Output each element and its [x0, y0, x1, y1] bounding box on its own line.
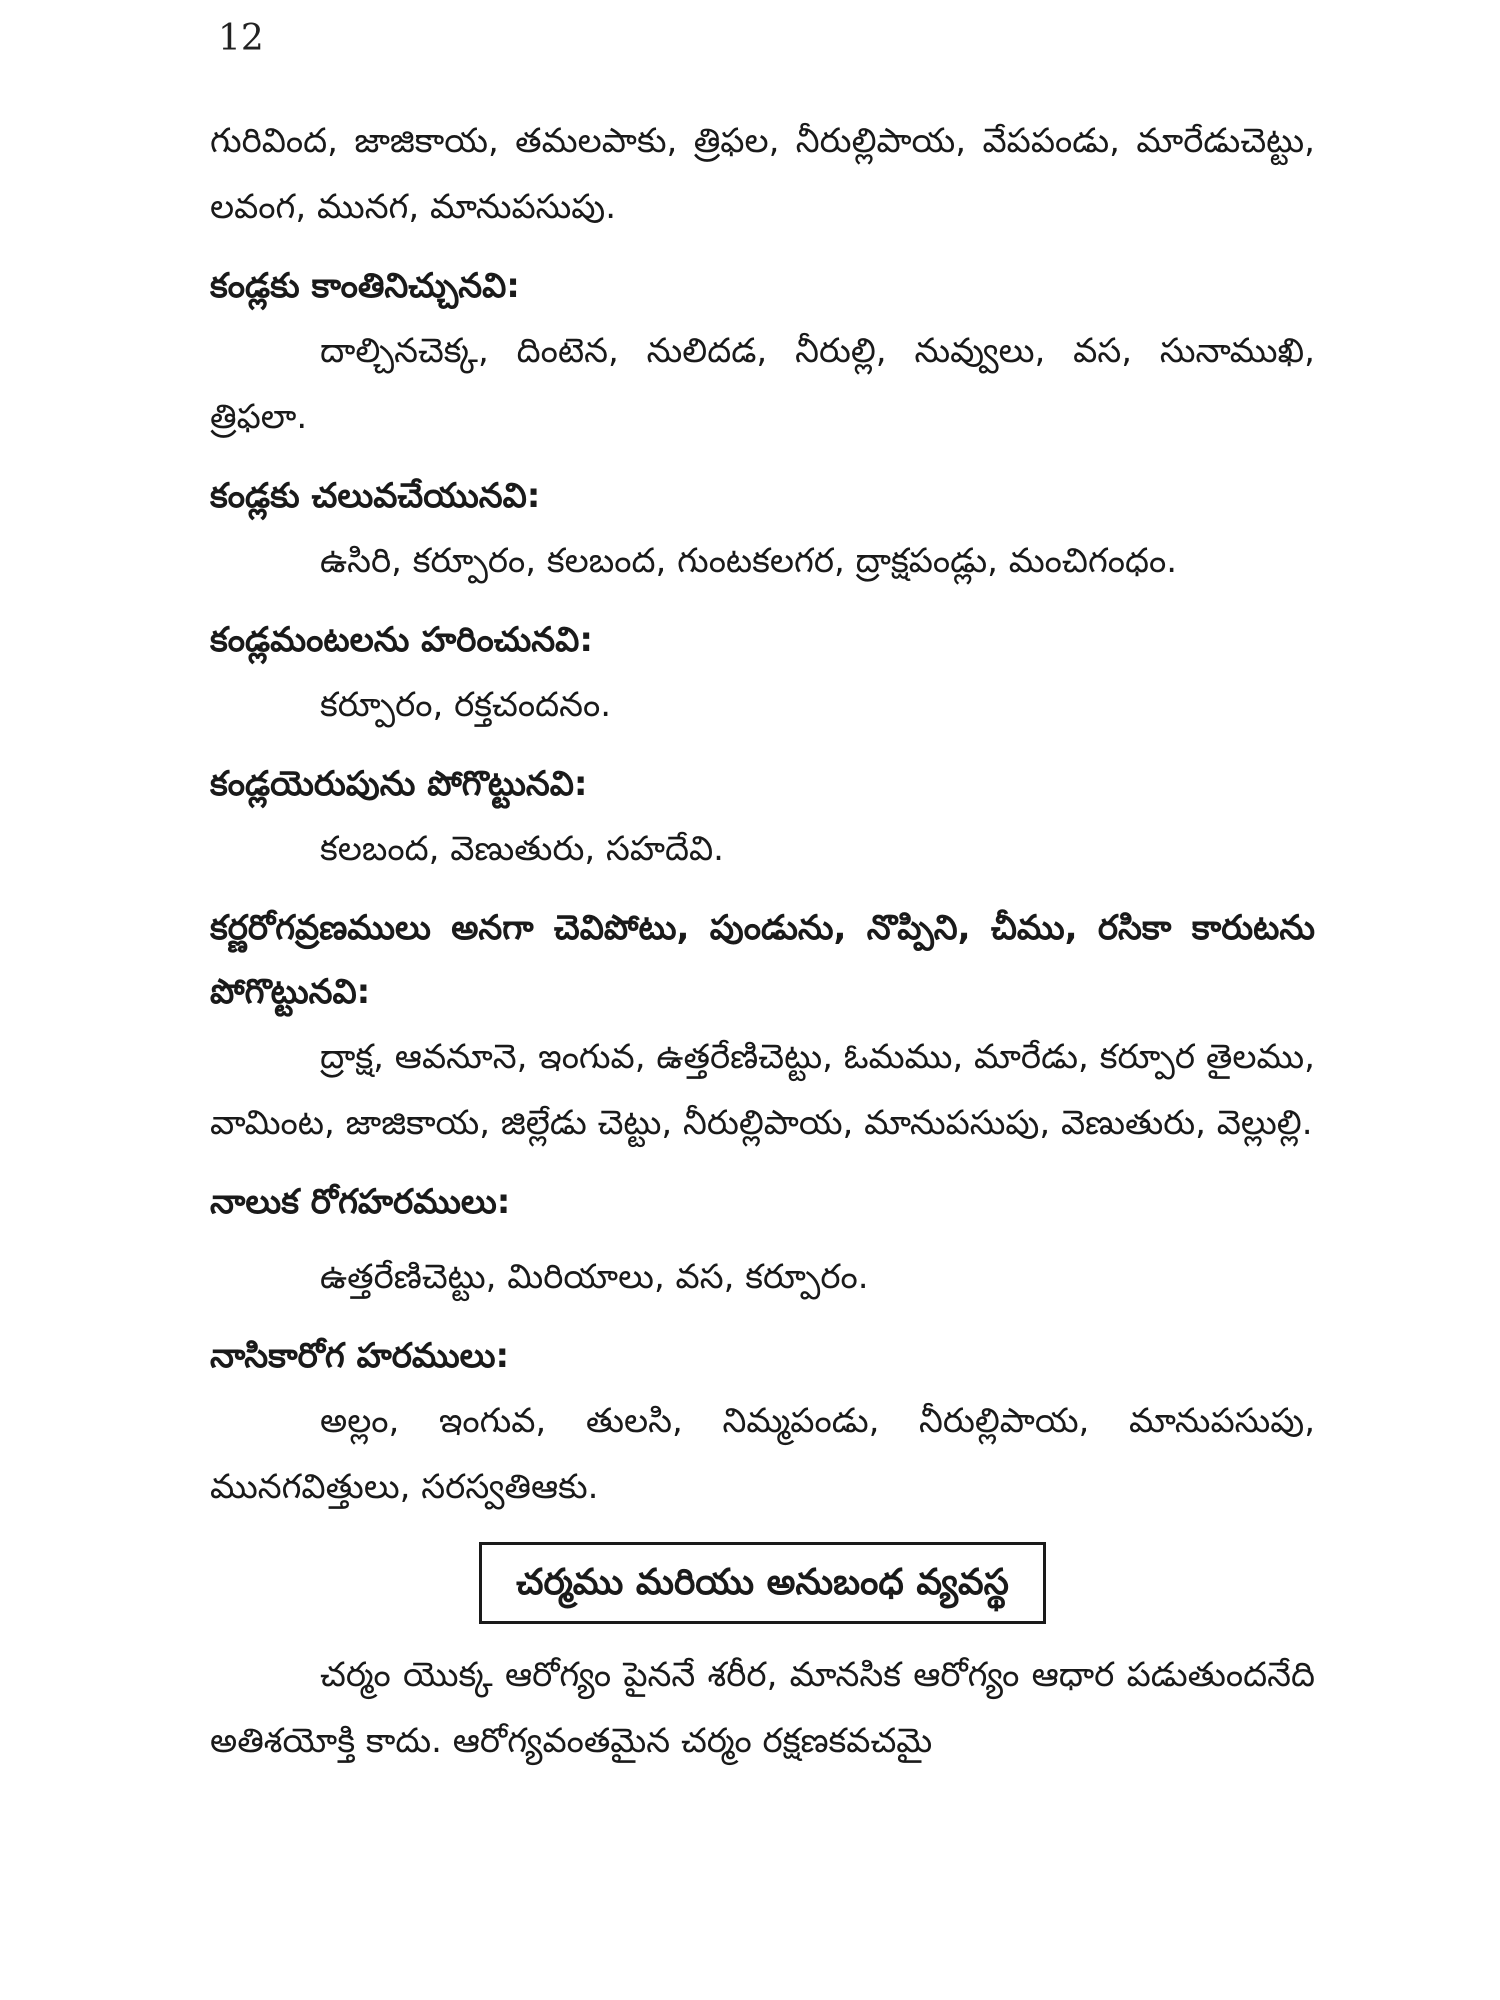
- intro-paragraph: గురివింద, జాజికాయ, తమలపాకు, త్రిఫల, నీరుల్లిపాయ, వేపపండు, మారేడుచెట్టు, లవంగ, మునగ, మానుపసుపు.: [210, 121, 1315, 227]
- section-heading: నాలుక రోగహరములు:: [210, 1182, 511, 1222]
- section-ear-disease: [210, 896, 1315, 1156]
- section-text: దాల్చినచెక్క, దింటెన, నులిదడ, నీరుల్లి, నువ్వులు, వస, సునాముఖి, త్రిఫలా.: [210, 331, 1315, 437]
- section-eye-cooling: [210, 464, 1315, 594]
- section-heading: నాసికారోగ హరములు:: [210, 1336, 510, 1376]
- section-heading: కండ్లమంటలను హరించునవి:: [210, 620, 593, 660]
- section-eye-burning: [210, 608, 1315, 738]
- boxed-section-title: చర్మము మరియు అనుబంధ వ్యవస్థ: [479, 1542, 1046, 1624]
- section-nose-disease: [210, 1324, 1315, 1520]
- section-text: కర్పూరం, రక్తచందనం.: [320, 685, 612, 725]
- section-text: ఉత్తరేణిచెట్టు, మిరియాలు, వస, కర్పూరం.: [320, 1257, 869, 1297]
- page-content: [210, 108, 1315, 1774]
- section-text: అల్లం, ఇంగువ, తులసి, నిమ్మపండు, నీరుల్లిపాయ, మానుపసుపు, మునగవిత్తులు, సరస్వతిఆకు.: [210, 1401, 1315, 1507]
- section-eye-brightness: [210, 254, 1315, 450]
- section-heading: కండ్లయెరుపును పోగొట్టునవి:: [210, 764, 588, 804]
- boxed-title-wrap: [210, 1542, 1315, 1624]
- section-text: కలబంద, వెణుతురు, సహదేవి.: [320, 829, 724, 869]
- section-heading: కండ్లకు చలువచేయునవి:: [210, 476, 541, 516]
- page-number: 12: [218, 18, 264, 59]
- section-text: ద్రాక్ష, ఆవనూనె, ఇంగువ, ఉత్తరేణిచెట్టు, ఓమము, మారేడు, కర్పూర తైలము, వామింట, జాజికాయ, జిల్లేడు చెట్టు, నీరుల్లిపాయ, మానుపసుపు, వెణుతురు, వెల్లుల్లి.: [210, 1037, 1315, 1143]
- closing-paragraph: చర్మం యొక్క ఆరోగ్యం పైననే శరీర, మానసిక ఆరోగ్యం ఆధార పడుతుందనేది అతిశయోక్తి కాదు. ఆరోగ్యవంతమైన చర్మం రక్షణకవచమై: [210, 1655, 1315, 1761]
- section-heading: కండ్లకు కాంతినిచ్చునవి:: [210, 266, 520, 306]
- section-text: ఉసిరి, కర్పూరం, కలబంద, గుంటకలగర, ద్రాక్షపండ్లు, మంచిగంధం.: [320, 541, 1178, 581]
- section-tongue-disease: [210, 1170, 1315, 1310]
- section-heading: కర్ణరోగవ్రణములు అనగా చెవిపోటు, పుండును, నొప్పిని, చీము, రసికా కారుటను పోగొట్టునవి:: [210, 908, 1315, 1012]
- section-eye-redness: [210, 752, 1315, 882]
